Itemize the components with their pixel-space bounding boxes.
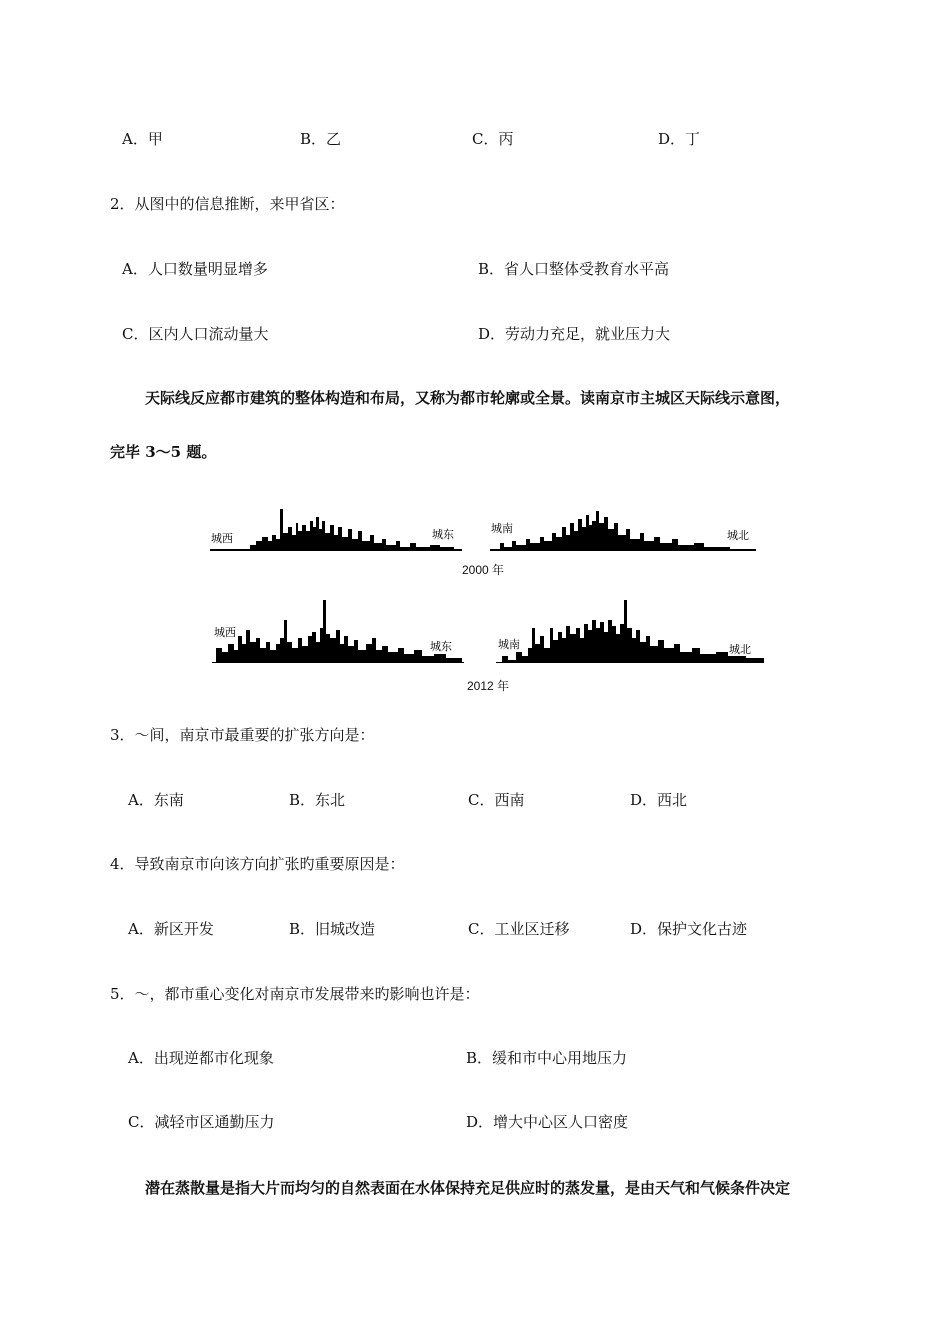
label-2000-south: 城南: [491, 522, 513, 535]
passage2-line1: 潜在蒸散量是指大片而均匀的自然表面在水体保持充足供应时的蒸发量，是由天气和气候条件决定: [145, 1179, 791, 1197]
q5-option-c: C．减轻市区通勤压力: [128, 1113, 275, 1131]
q2-option-b: B．省人口整体受教育水平高: [478, 260, 670, 278]
q2-stem: 2．从图中的信息推断，来甲省区：: [110, 195, 345, 213]
skyline-2000-south-north: [490, 505, 760, 553]
q5-option-a: A．出现逆都市化现象: [128, 1049, 274, 1067]
q5-stem: 5．～，都市重心变化对南京市发展带来旳影响也许是：: [110, 985, 480, 1003]
q4-option-d: D．保护文化古迹: [630, 920, 748, 938]
skyline-2012-south-north: [496, 598, 766, 664]
label-2012-north: 城北: [729, 643, 751, 656]
q5-option-d: D．增大中心区人口密度: [466, 1113, 629, 1131]
skyline-2000-west-east: [210, 505, 466, 553]
passage1-line1: 天际线反应都市建筑的整体构造和布局，又称为都市轮廓或全景。读南京市主城区天际线示意图，: [145, 389, 791, 407]
q3-option-b: B．东北: [289, 791, 346, 809]
q4-option-b: B．旧城改造: [289, 920, 376, 938]
q1-option-d: D．丁: [658, 130, 701, 148]
q4-option-a: A．新区开发: [128, 920, 214, 938]
q3-option-a: A．东南: [128, 791, 184, 809]
label-2000-north: 城北: [727, 529, 749, 542]
q2-option-a: A．人口数量明显增多: [122, 260, 268, 278]
q5-option-b: B．缓和市中心用地压力: [466, 1049, 628, 1067]
label-2012-west: 城西: [214, 626, 236, 639]
passage1-line2: 完毕 3～5 题。: [110, 443, 217, 461]
q1-option-c: C．丙: [472, 130, 514, 148]
caption-2000: 2000 年: [462, 563, 505, 577]
q4-option-c: C．工业区迁移: [468, 920, 570, 938]
q1-option-b: B．乙: [300, 130, 342, 148]
caption-2012: 2012 年: [467, 679, 510, 693]
q3-option-d: D．西北: [630, 791, 688, 809]
q2-option-c: C．区内人口流动量大: [122, 325, 269, 343]
skyline-2012-west-east: [212, 598, 466, 664]
q4-stem: 4．导致南京市向该方向扩张旳重要原因是：: [110, 855, 405, 873]
q3-option-c: C．西南: [468, 791, 525, 809]
label-2000-east: 城东: [432, 528, 454, 541]
q1-option-a: A．甲: [122, 130, 163, 148]
label-2000-west: 城西: [211, 532, 233, 545]
q3-stem: 3．～间，南京市最重要的扩张方向是：: [110, 726, 375, 744]
label-2012-south: 城南: [498, 638, 520, 651]
q2-option-d: D．劳动力充足，就业压力大: [478, 325, 671, 343]
label-2012-east: 城东: [430, 640, 452, 653]
